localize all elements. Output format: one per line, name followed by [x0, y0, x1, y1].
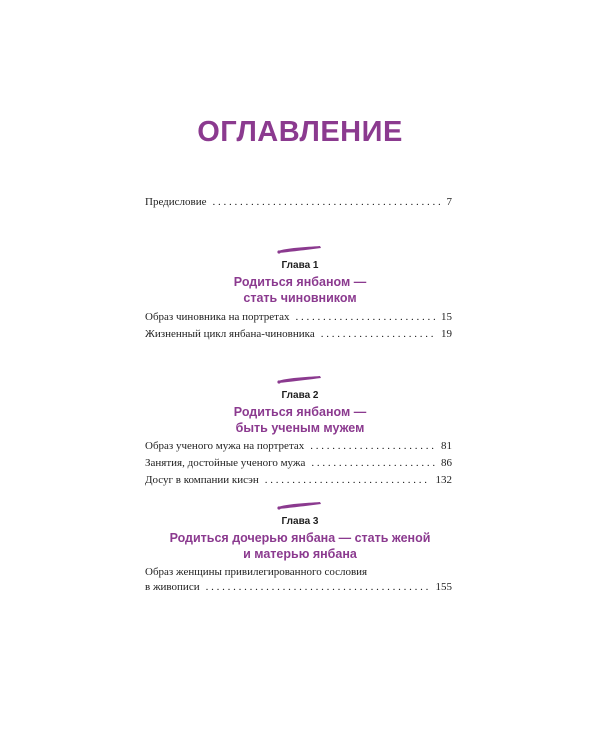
toc-entry-preface[interactable]: [145, 195, 452, 209]
brush-icon: [276, 501, 322, 511]
entry-page: 155: [435, 581, 452, 593]
dot-leader: [321, 327, 435, 341]
entry-label: Образ ученого мужа на портретах: [145, 440, 305, 452]
entry-label: Образ чиновника на портретах: [145, 311, 290, 323]
entry-page: 15: [441, 311, 452, 323]
toc-entry[interactable]: [145, 580, 452, 594]
entry-label-line-2: в живописи: [145, 581, 200, 593]
chapter-2-label: Глава 2: [281, 390, 319, 401]
dot-leader: [213, 195, 441, 209]
chapter-2-title-line-1[interactable]: Родиться янбаном —: [233, 405, 367, 419]
dot-leader: [311, 456, 435, 470]
entry-label: Досуг в компании кисэн: [145, 474, 259, 486]
dot-leader: [265, 473, 430, 487]
entry-label-line-1[interactable]: Образ женщины привилегированного сословия: [145, 566, 368, 578]
entry-label: Жизненный цикл янбана-чиновника: [145, 328, 315, 340]
entry-page: 81: [441, 440, 452, 452]
entry-label: Предисловие: [145, 196, 207, 208]
dot-leader: [310, 439, 435, 453]
brush-icon: [276, 245, 322, 255]
entry-page: 132: [435, 474, 452, 486]
toc-entry[interactable]: [145, 310, 452, 324]
entry-page: 86: [441, 457, 452, 469]
dot-leader: [206, 580, 430, 594]
chapter-3-title-line-2[interactable]: и матерью янбана: [243, 547, 357, 561]
brush-icon: [276, 375, 322, 385]
chapter-1-label: Глава 1: [281, 260, 319, 271]
page-title: ОГЛАВЛЕНИЕ: [197, 116, 403, 148]
toc-entry[interactable]: [145, 439, 452, 453]
entry-page: 19: [441, 328, 452, 340]
chapter-3-label: Глава 3: [281, 516, 319, 527]
chapter-1-title-line-1[interactable]: Родиться янбаном —: [233, 275, 367, 289]
toc-entry[interactable]: [145, 327, 452, 341]
entry-page: 7: [446, 196, 452, 208]
chapter-3-title-line-1[interactable]: Родиться дочерью янбана — стать женой: [169, 531, 431, 545]
toc-entry[interactable]: [145, 473, 452, 487]
toc-entry[interactable]: [145, 456, 452, 470]
dot-leader: [296, 310, 435, 324]
entry-label: Занятия, достойные ученого мужа: [145, 457, 306, 469]
chapter-2-title-line-2[interactable]: быть ученым мужем: [235, 421, 365, 435]
chapter-1-title-line-2[interactable]: стать чиновником: [243, 291, 357, 305]
